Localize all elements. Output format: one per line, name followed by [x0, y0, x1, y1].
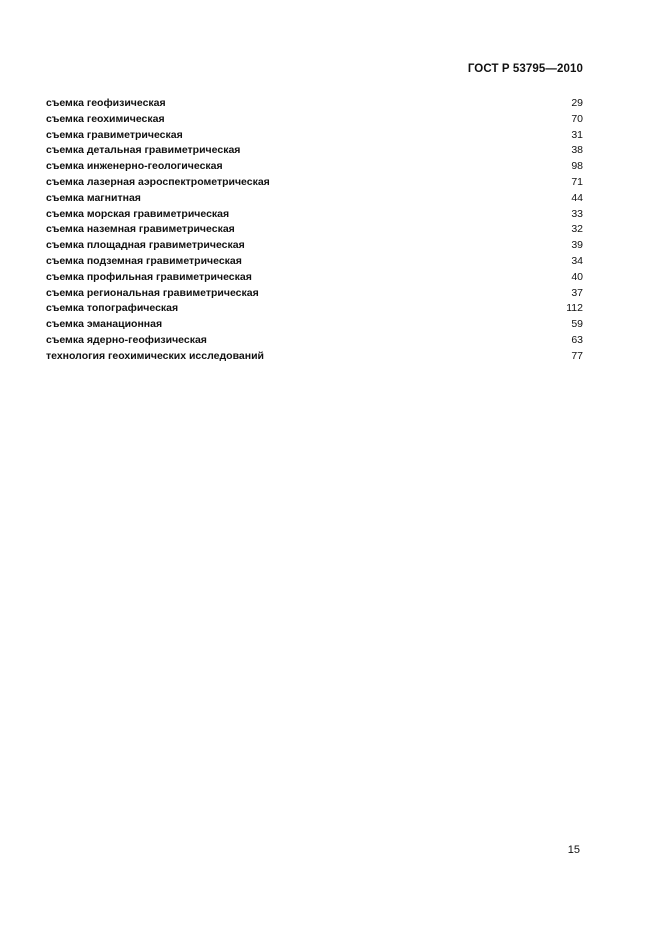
- index-entry: [46, 349, 583, 365]
- index-entry: [46, 175, 583, 191]
- index-term: съемка эманационная: [46, 318, 163, 331]
- index-entry: [46, 143, 583, 159]
- term-index-list: [46, 96, 583, 365]
- index-entry: [46, 112, 583, 128]
- index-page-number: 112: [566, 302, 583, 315]
- index-entry: [46, 191, 583, 207]
- index-page-number: 44: [571, 191, 583, 204]
- document-code-header: ГОСТ Р 53795—2010: [467, 63, 583, 75]
- index-entry: [46, 254, 583, 270]
- index-term: съемка ядерно-геофизическая: [46, 333, 207, 346]
- index-entry: [46, 286, 583, 302]
- index-term: съемка геофизическая: [46, 97, 166, 109]
- index-term: съемка магнитная: [46, 191, 141, 204]
- index-page-number: 32: [571, 223, 583, 236]
- index-page-number: 29: [571, 97, 583, 109]
- index-term: съемка гравиметрическая: [46, 128, 183, 141]
- index-page-number: 31: [571, 128, 583, 141]
- index-entry: [46, 238, 583, 254]
- index-term: съемка площадная гравиметрическая: [46, 239, 245, 252]
- index-entry: [46, 159, 583, 175]
- index-entry: [46, 270, 583, 286]
- index-term: съемка наземная гравиметрическая: [46, 223, 235, 236]
- index-term: съемка геохимическая: [46, 112, 165, 125]
- index-page-number: 70: [571, 112, 583, 125]
- index-page-number: 38: [571, 144, 583, 157]
- index-page-number: 71: [571, 175, 583, 188]
- index-entry: [46, 333, 583, 349]
- index-term: съемка лазерная аэроспектрометрическая: [46, 175, 270, 188]
- index-entry: [46, 222, 583, 238]
- index-entry: [46, 207, 583, 223]
- index-term: съемка профильная гравиметрическая: [46, 270, 252, 283]
- index-page-number: 39: [571, 239, 583, 252]
- index-page-number: 98: [571, 160, 583, 173]
- index-page-number: 77: [571, 349, 583, 362]
- page-number-footer: 15: [567, 844, 580, 856]
- index-page-number: 33: [571, 207, 583, 220]
- index-term: съемка детальная гравиметрическая: [46, 144, 241, 157]
- index-page-number: 34: [571, 254, 583, 267]
- index-entry: [46, 301, 583, 317]
- index-term: технология геохимических исследований: [46, 349, 264, 362]
- index-entry: [46, 96, 583, 112]
- index-term: съемка инженерно-геологическая: [46, 160, 223, 173]
- index-page-number: 37: [571, 286, 583, 299]
- index-term: съемка морская гравиметрическая: [46, 207, 230, 220]
- index-page-number: 40: [571, 270, 583, 283]
- index-term: съемка подземная гравиметрическая: [46, 254, 242, 267]
- index-page-number: 59: [571, 318, 583, 331]
- index-entry: [46, 128, 583, 144]
- index-entry: [46, 317, 583, 333]
- index-page-number: 63: [571, 333, 583, 346]
- index-term: съемка топографическая: [46, 302, 179, 315]
- index-term: съемка региональная гравиметрическая: [46, 286, 259, 299]
